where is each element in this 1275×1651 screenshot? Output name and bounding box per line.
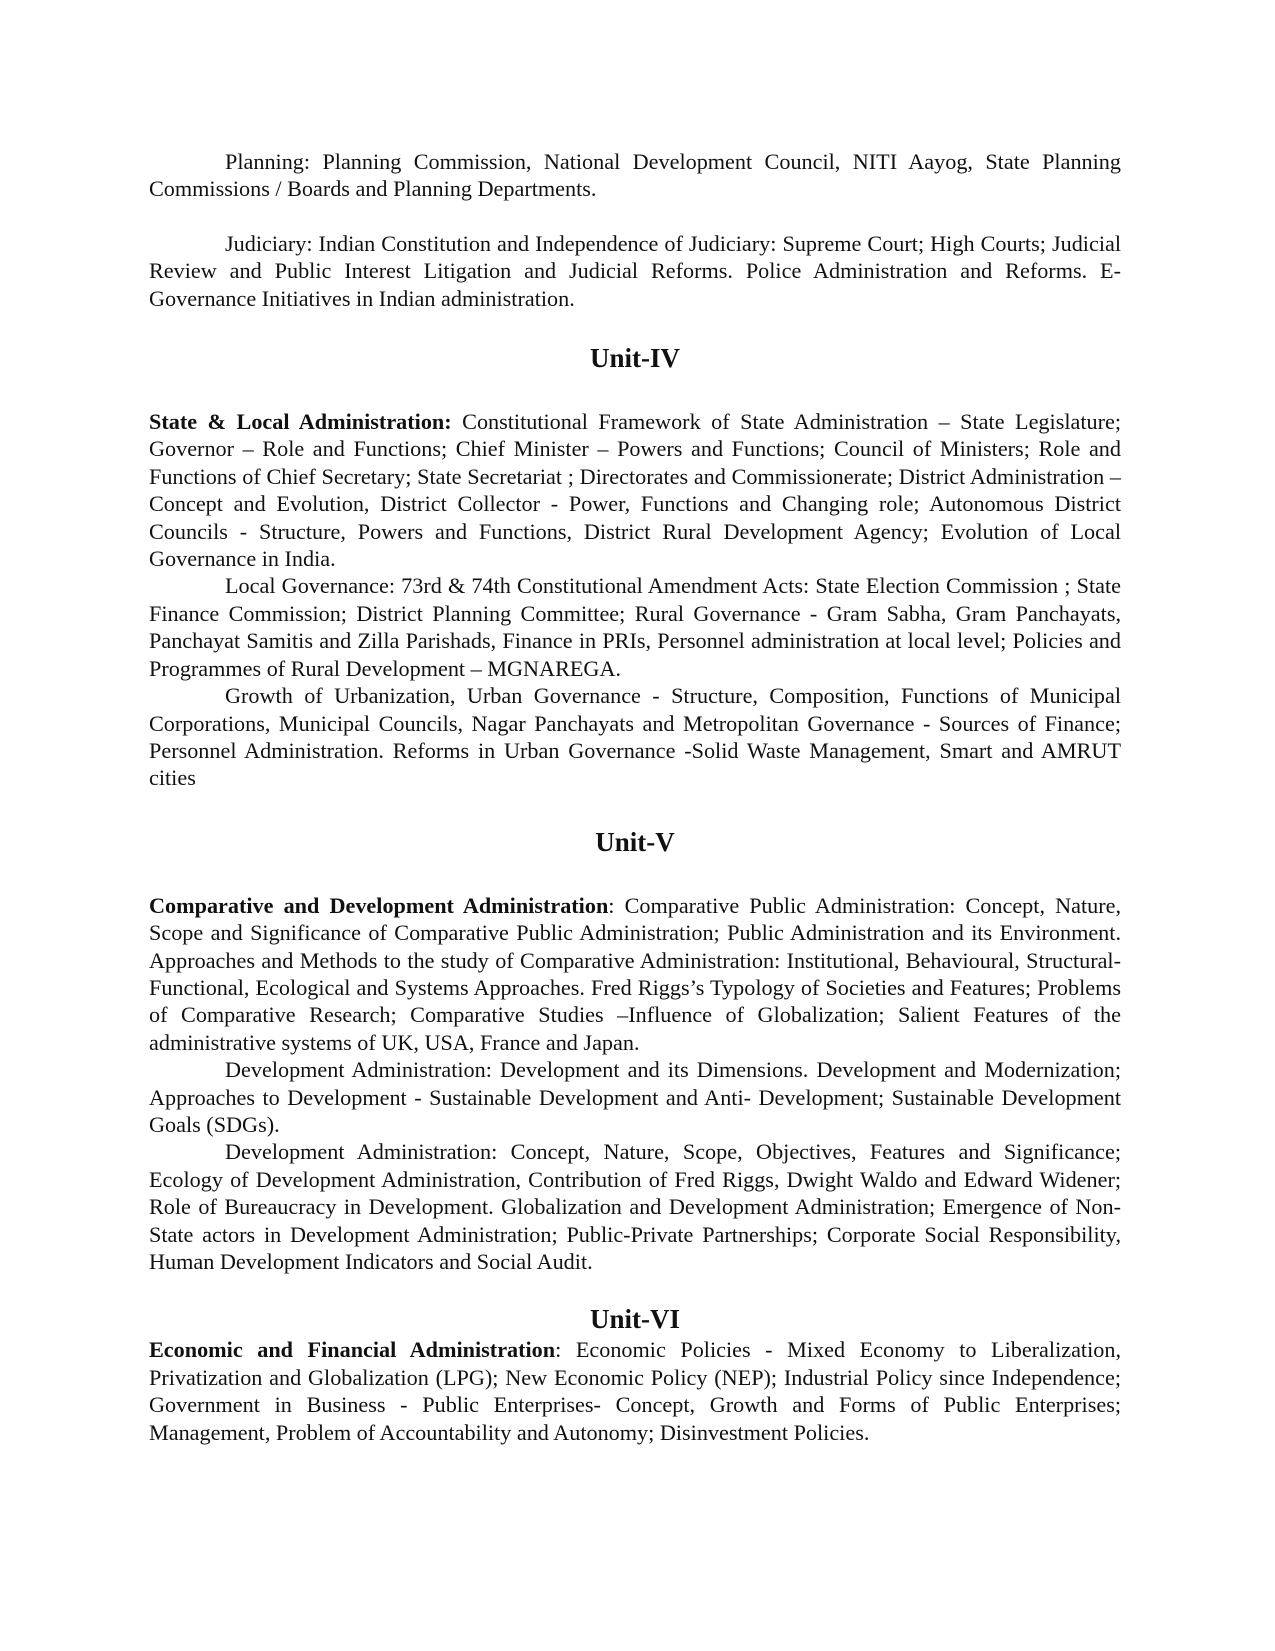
comparative-administration-title: Comparative and Development Administration xyxy=(149,892,609,918)
unit-v-heading: Unit-V xyxy=(595,826,675,857)
economic-financial-administration-paragraph xyxy=(149,1336,1121,1446)
economic-financial-administration-text: : Economic Policies - Mixed Economy to Liberalization, Privatization and Globalization (LPG); New Economic Policy (NEP); Industrial Policy since Independence; Government in Business - Public Enterprises- Concept, Growth and Forms of Public Enterprises; Management, Problem of Accountability and Autonomy; Disinvestment Policies. xyxy=(149,1337,1121,1445)
urbanization-paragraph: Growth of Urbanization, Urban Governance - Structure, Composition, Functions of Municipal Corporations, Municipal Councils, Nagar Panchayats and Metropolitan Governance - Sources of Finance; Personnel Administration. Reforms in Urban Governance -Solid Waste Management, Smart and AMRUT cities xyxy=(149,683,1121,791)
judiciary-paragraph: Judiciary: Indian Constitution and Independence of Judiciary: Supreme Court; High Courts; Judicial Review and Public Interest Litigation and Judicial Reforms. Police Administration and Reforms. E- Governance Initiatives in Indian administration. xyxy=(149,230,1121,311)
unit-iv-heading: Unit-IV xyxy=(589,343,680,374)
comparative-administration-text: : Comparative Public Administration: Concept, Nature, Scope and Significance of Comparative Public Administration; Public Administration and its Environment. Approaches and Methods to the study of Comparative Administration: Institutional, Behavioural, Structural-Functional, Ecological and Systems Approaches. Fred Riggs’s Typology of Societies and Features; Problems of Comparative Research; Comparative Studies –Influence of Globalization; Salient Features of the administrative systems of UK, USA, France and Japan. xyxy=(149,892,1122,1055)
economic-financial-administration-title: Economic and Financial Administration xyxy=(149,1337,556,1363)
development-concept-paragraph: Development Administration: Concept, Nature, Scope, Objectives, Features and Significance; Ecology of Development Administration, Contribution of Fred Riggs, Dwight Waldo and Edward Widener; Role of Bureaucracy in Development. Globalization and Development Administration; Emergence of Non-State actors in Development Administration; Public-Private Partnerships; Corporate Social Responsibility, Human Development Indicators and Social Audit. xyxy=(149,1139,1121,1274)
state-local-administration-text: Constitutional Framework of State Administration – State Legislature; Governor – Role and Functions; Chief Minister – Powers and Functions; Council of Ministers; Role and Functions of Chief Secretary; State Secretariat ; Directorates and Commissionerate; District Administration – Concept and Evolution, District Collector - Power, Functions and Changing role; Autonomous District Councils - Structure, Powers and Functions, District Rural Development Agency; Evolution of Local Governance in India. xyxy=(149,409,1121,572)
document-page xyxy=(149,148,1121,1446)
planning-paragraph: Planning: Planning Commission, National Development Council, NITI Aayog, State Planning Commissions / Boards and Planning Departments. xyxy=(149,149,1121,202)
development-dimensions-paragraph: Development Administration: Development and its Dimensions. Development and Modernization; Approaches to Development - Sustainable Development and Anti- Development; Sustainable Development Goals (SDGs). xyxy=(149,1057,1121,1137)
comparative-administration-paragraph xyxy=(149,892,1121,1056)
unit-vi-heading: Unit-VI xyxy=(589,1304,680,1335)
state-local-administration-paragraph xyxy=(149,408,1121,572)
local-governance-paragraph: Local Governance: 73rd & 74th Constitutional Amendment Acts: State Election Commission ; State Finance Commission; District Planning Committee; Rural Governance - Gram Sabha, Gram Panchayats, Panchayat Samitis and Zilla Parishads, Finance in PRIs, Personnel administration at local level; Policies and Programmes of Rural Development – MGNAREGA. xyxy=(149,573,1121,681)
state-local-administration-title: State & Local Administration: xyxy=(149,409,452,435)
